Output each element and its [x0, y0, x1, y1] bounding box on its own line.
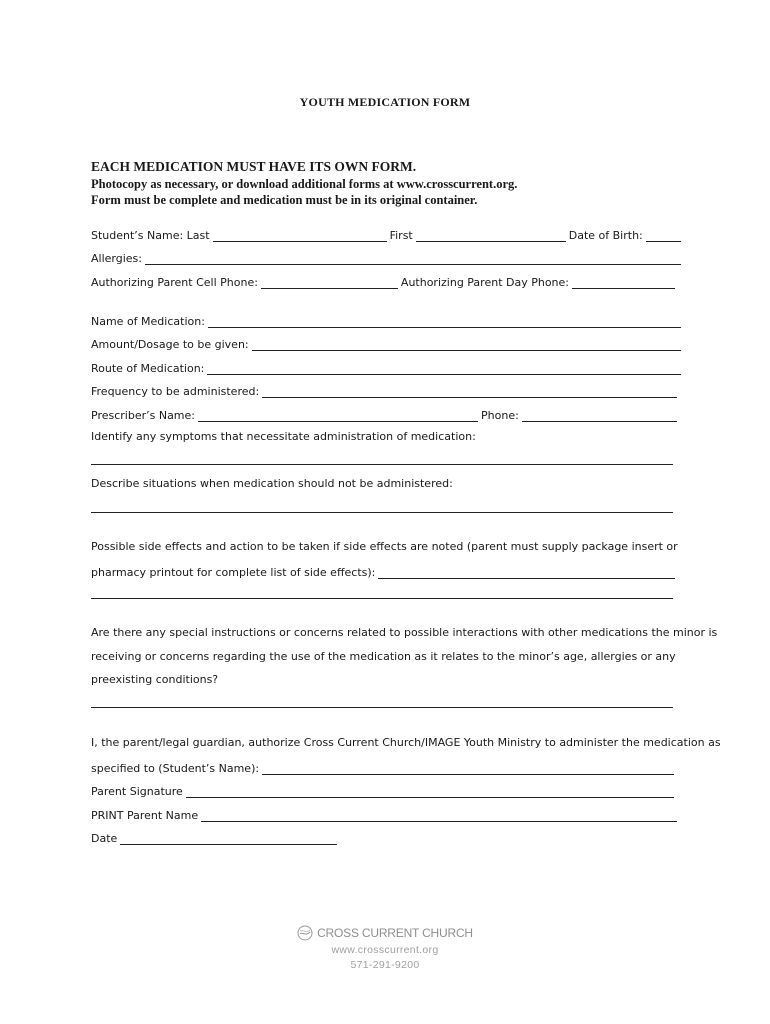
footer-church-name: CROSS CURRENT CHURCH	[317, 926, 473, 940]
parent-cell-phone-label: Authorizing Parent Cell Phone:	[91, 276, 258, 289]
print-name-label: PRINT Parent Name	[91, 809, 199, 822]
symptoms-label: Identify any symptoms that necessitate administration of medication:	[91, 430, 476, 443]
situations-label: Describe situations when medication should not be administered:	[91, 477, 453, 490]
special-instructions-line-2: receiving or concerns regarding the use of the medication as it relates to the minor’s age, allergies or any	[91, 650, 676, 663]
print-name-field[interactable]	[201, 809, 677, 822]
prescriber-name-label: Prescriber’s Name:	[91, 409, 196, 422]
dob-field[interactable]	[646, 229, 681, 242]
authorization-statement: I, the parent/legal guardian, authorize Cross Current Church/IMAGE Youth Ministry to administer the medication as	[91, 736, 721, 749]
footer	[0, 925, 770, 971]
side-effects-field-2[interactable]	[91, 598, 673, 599]
authorization-student-row	[91, 757, 674, 775]
student-name-row	[91, 224, 681, 242]
authorization-student-field[interactable]	[262, 762, 674, 775]
side-effects-label: pharmacy printout for complete list of side effects):	[91, 566, 376, 579]
date-field[interactable]	[120, 832, 337, 845]
date-row	[91, 827, 337, 845]
prescriber-phone-field[interactable]	[522, 409, 677, 422]
medication-name-row	[91, 310, 681, 328]
frequency-label: Frequency to be administered:	[91, 385, 260, 398]
student-last-name-field[interactable]	[213, 229, 387, 242]
authorization-student-label: specified to (Student’s Name):	[91, 762, 260, 775]
special-instructions-line-3: preexisting conditions?	[91, 673, 219, 686]
dob-label: Date of Birth:	[568, 229, 643, 242]
dosage-field[interactable]	[252, 338, 681, 351]
instruction-own-form: EACH MEDICATION MUST HAVE ITS OWN FORM.	[91, 159, 417, 174]
instruction-photocopy: Photocopy as necessary, or download additional forms at www.crosscurrent.org.	[91, 177, 518, 191]
parent-signature-label: Parent Signature	[91, 785, 183, 798]
parent-day-phone-field[interactable]	[572, 276, 675, 289]
date-label: Date	[91, 832, 118, 845]
prescriber-name-field[interactable]	[198, 409, 478, 422]
footer-website: www.crosscurrent.org	[331, 944, 439, 956]
medication-name-field[interactable]	[208, 315, 681, 328]
side-effects-text: Possible side effects and action to be taken if side effects are noted (parent must supply package insert or	[91, 540, 678, 553]
parent-signature-row	[91, 780, 674, 798]
special-instructions-line-1: Are there any special instructions or concerns related to possible interactions with other medications the minor is	[91, 626, 718, 639]
allergies-row	[91, 247, 681, 265]
footer-logo	[0, 925, 770, 941]
print-name-row	[91, 804, 677, 822]
parent-signature-field[interactable]	[186, 785, 674, 798]
route-label: Route of Medication:	[91, 362, 205, 375]
route-field[interactable]	[207, 362, 681, 375]
church-logo-icon	[297, 925, 313, 941]
footer-phone: 571-291-9200	[350, 959, 420, 971]
situations-field[interactable]	[91, 512, 673, 513]
parent-day-phone-label: Authorizing Parent Day Phone:	[400, 276, 569, 289]
frequency-row	[91, 380, 681, 398]
parent-cell-phone-field[interactable]	[261, 276, 398, 289]
parent-phone-row	[91, 271, 681, 289]
prescriber-phone-label: Phone:	[481, 409, 519, 422]
special-instructions-field[interactable]	[91, 707, 673, 708]
dosage-label: Amount/Dosage to be given:	[91, 338, 249, 351]
student-first-name-label: First	[389, 229, 413, 242]
symptoms-field[interactable]	[91, 464, 673, 465]
student-first-name-field[interactable]	[416, 229, 566, 242]
route-row	[91, 357, 681, 375]
medication-name-label: Name of Medication:	[91, 315, 205, 328]
prescriber-row	[91, 404, 681, 422]
allergies-field[interactable]	[145, 252, 681, 265]
student-last-name-label: Student’s Name: Last	[91, 229, 210, 242]
dosage-row	[91, 333, 681, 351]
instruction-original-container: Form must be complete and medication must be in its original container.	[91, 193, 478, 207]
form-title: YOUTH MEDICATION FORM	[299, 95, 471, 109]
allergies-label: Allergies:	[91, 252, 142, 265]
side-effects-field[interactable]	[378, 566, 675, 579]
frequency-field[interactable]	[262, 385, 677, 398]
side-effects-row	[91, 561, 675, 579]
